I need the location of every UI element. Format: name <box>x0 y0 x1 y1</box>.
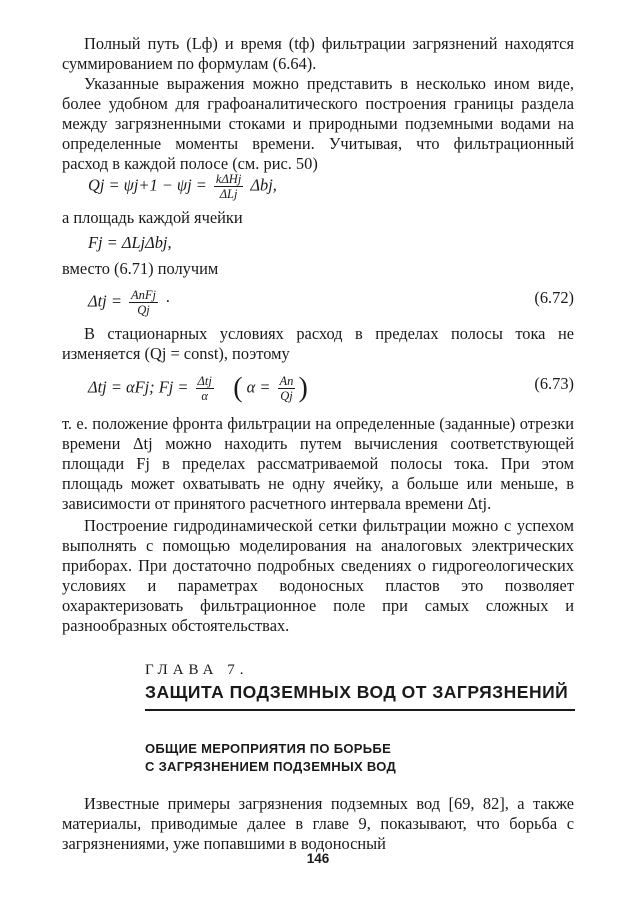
eq3-lhs: Δtj = <box>88 291 122 311</box>
eq4-denominator-2: Qj <box>280 389 293 403</box>
eq4-alpha: α = <box>246 377 271 397</box>
chapter-divider <box>145 709 575 711</box>
eq4-fraction-1 <box>196 374 214 403</box>
eq1-fraction <box>214 172 243 201</box>
eq1-denominator: ΔLj <box>219 187 238 201</box>
page-number: 146 <box>306 851 330 866</box>
equation-stationary <box>88 374 308 403</box>
eq4-fraction-2 <box>278 374 296 403</box>
chapter-label: ГЛАВА 7. <box>145 662 249 678</box>
section-heading-line-1: ОБЩИЕ МЕРОПРИЯТИЯ ПО БОРЬБЕ <box>145 741 392 756</box>
paragraph-2: Указанные выражения можно представить в несколько ином виде, более удобном для графоаналитического построения границы раздела между загрязненными стоками и природными подземными водами на определенные моменты времени. Учитывая, что фильтрационный расход в каждой полосе (см. рис. 50) <box>62 74 574 173</box>
eq1-rhs: Δbj, <box>250 175 277 195</box>
eq3-rhs: · <box>165 291 171 311</box>
eq4-right-paren: ) <box>298 372 308 404</box>
text-area-of-cell: а площадь каждой ячейки <box>62 208 243 227</box>
equation-time-interval <box>88 288 171 317</box>
paragraph-6: Известные примеры загрязнения подземных вод [69, 82], а также материалы, приводимые далее в главе 9, показывают, что борьба с загрязнениями, уже попавшими в водоносный <box>62 794 574 853</box>
eq4-numerator-1: Δtj <box>197 374 212 388</box>
eq4-numerator-2: An <box>279 374 294 388</box>
paragraph-1: Полный путь (Lф) и время (tф) фильтрации загрязнений находятся суммированием по формулам (6.64). <box>62 34 574 73</box>
eq3-denominator: Qj <box>137 303 150 317</box>
eq4-left-paren: ( <box>233 372 243 404</box>
eq2-expression: Fj = ΔLjΔbj, <box>88 233 172 252</box>
eq1-lhs: Qj = ψj+1 − ψj = <box>88 175 207 195</box>
eq4-lhs: Δtj = αFj; Fj = <box>88 377 189 397</box>
chapter-title: ЗАЩИТА ПОДЗЕМНЫХ ВОД ОТ ЗАГРЯЗНЕНИЙ <box>145 682 569 702</box>
paragraph-3: В стационарных условиях расход в пределах полосы тока не изменяется (Qj = const), поэтому <box>62 324 574 363</box>
equation-number-6-72: (6.72) <box>534 288 574 307</box>
eq3-numerator: AnFj <box>131 288 156 302</box>
paragraph-4: т. е. положение фронта фильтрации на определенные (заданные) отрезки времени Δtj можно находить путем вычисления соответствующей площади Fj в пределах рассматриваемой полосы тока. При этом площадь может охватывать не одну ячейку, а больше или меньше, в зависимости от принятого расчетного интервала времени Δtj. <box>62 414 574 513</box>
section-heading-line-2: С ЗАГРЯЗНЕНИЕМ ПОДЗЕМНЫХ ВОД <box>145 759 397 774</box>
eq1-numerator: kΔHj <box>215 172 242 186</box>
eq4-denominator-1: α <box>201 389 208 403</box>
paragraph-5: Построение гидродинамической сетки фильтрации можно с успехом выполнять с помощью моделирования на аналоговых электрических приборах. При достаточно подробных сведениях о гидрогеологических условиях и параметрах водоносных пластов это позволяет охарактеризовать фильтрационное поле при самых сложных и разнообразных обстоятельствах. <box>62 516 574 635</box>
equation-number-6-73: (6.73) <box>534 374 574 393</box>
text-instead-of: вместо (6.71) получим <box>62 259 219 278</box>
equation-cell-area <box>88 233 172 253</box>
eq3-fraction <box>129 288 158 317</box>
equation-flow-rate <box>88 172 277 201</box>
